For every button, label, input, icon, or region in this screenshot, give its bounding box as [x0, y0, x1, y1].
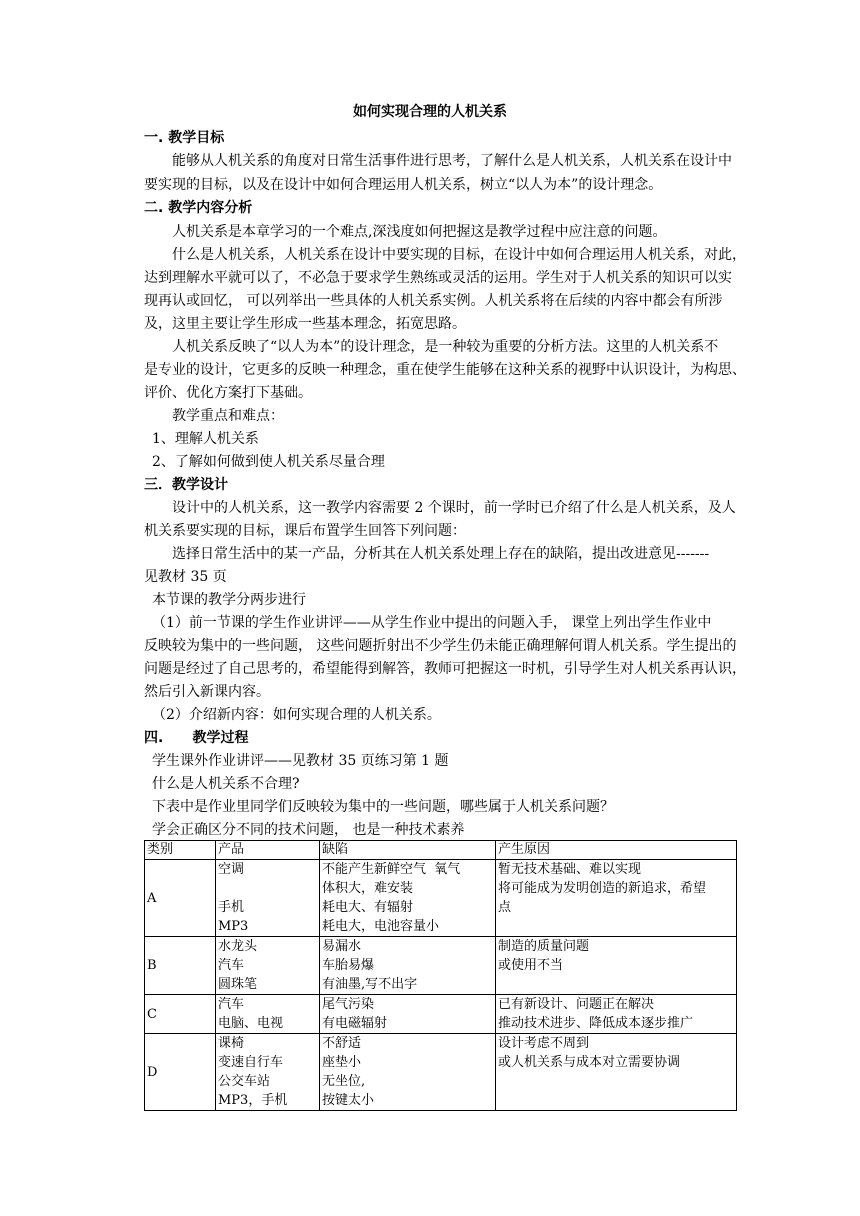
cell-line: 有油墨,写不出字 — [322, 977, 418, 992]
cell-line: 座垫小 — [322, 1055, 362, 1070]
cell-line: 手机 — [218, 900, 245, 915]
paragraph-line: 达到理解水平就可以了，不必急于要求学生熟练或灵活的运用。学生对于人机关系的知识可以实 — [144, 270, 732, 286]
causes-cell — [496, 1034, 737, 1111]
table-row — [145, 860, 737, 937]
defects-cell — [320, 860, 496, 937]
cell-line: 点 — [498, 900, 512, 915]
cell-line: 课椅 — [218, 1036, 245, 1051]
cell-line: MP3，手机 — [218, 1093, 288, 1108]
cell-line: 暂无技术基础、难以实现 — [498, 862, 642, 877]
cell-line: 耗电大、有辐射 — [322, 900, 414, 915]
products-cell — [216, 937, 320, 995]
paragraph-line: 下表中是作业里同学们反映较为集中的一些问题，哪些属于人机关系问题？ — [152, 799, 614, 815]
cell-line: 尾气污染 — [322, 997, 375, 1012]
paragraph-line: 然后引入新课内容。 — [144, 684, 270, 700]
cell-line — [218, 879, 317, 898]
paragraph-line: 人机关系是本章学习的一个难点,深浅度如何把握这是教学过程中应注意的问题。 — [172, 224, 667, 240]
cell-line: MP3 — [218, 919, 249, 934]
section-heading-objectives: 一. 教学目标 — [144, 130, 225, 146]
causes-cell — [496, 860, 737, 937]
paragraph-line: 见教材 35 页 — [144, 569, 227, 585]
category-cell: D — [145, 1034, 216, 1111]
paragraph-line: （1）前一节课的学生作业讲评——从学生作业中提出的问题入手， 课堂上列出学生作业中 — [152, 615, 712, 631]
section-heading-content-analysis: 二. 教学内容分析 — [144, 200, 253, 216]
cell-line: 汽车 — [218, 958, 245, 973]
cell-line: 汽车 — [218, 997, 245, 1012]
paragraph-line: 反映较为集中的一些问题， 这些问题折射出不少学生仍未能正确理解何谓人机关系。学生提出的 — [144, 638, 737, 654]
paragraph-line: 本节课的教学分两步进行 — [152, 592, 306, 608]
products-cell — [216, 860, 320, 937]
paragraph-line: 现再认或回忆， 可以列举出一些具体的人机关系实例。人机关系将在后续的内容中都会有所涉 — [144, 293, 723, 309]
document-title: 如何实现合理的人机关系 — [353, 104, 507, 120]
category-cell: C — [145, 995, 216, 1034]
category-cell: B — [145, 937, 216, 995]
table-header-cell: 产品 — [216, 841, 320, 860]
paragraph-line: 选择日常生活中的某一产品，分析其在人机关系处理上存在的缺陷，提出改进意见------- — [172, 546, 710, 562]
table-header-cell: 缺陷 — [320, 841, 496, 860]
paragraph-line: 要实现的目标，以及在设计中如何合理运用人机关系，树立“以人为本”的设计理念。 — [144, 177, 663, 193]
cell-line: 或人机关系与成本对立需要协调 — [498, 1055, 681, 1070]
paragraph-line: 什么是人机关系不合理? — [152, 776, 300, 792]
defects-cell — [320, 995, 496, 1034]
causes-cell — [496, 937, 737, 995]
list-item: 2、了解如何做到使人机关系尽量合理 — [152, 454, 385, 470]
paragraph-line: 教学重点和难点： — [172, 408, 284, 424]
table-header-cell: 类别 — [145, 841, 216, 860]
cell-line: 体积大，难安装 — [322, 881, 414, 896]
defects-cell — [320, 1034, 496, 1111]
paragraph-line: 问题是经过了自己思考的，希望能得到解答，教师可把握这一时机，引导学生对人机关系再认识， — [144, 661, 746, 677]
paragraph-line: 评价、优化方案打下基础。 — [144, 385, 312, 401]
paragraph-line: 能够从人机关系的角度对日常生活事件进行思考，了解什么是人机关系，人机关系在设计中 — [172, 153, 732, 169]
cell-line: 耗电大，电池容量小 — [322, 919, 440, 934]
cell-line: 不能产生新鲜空气 氧气 — [322, 862, 461, 877]
products-cell — [216, 1034, 320, 1111]
cell-line: 有电磁辐射 — [322, 1016, 388, 1031]
category-cell: A — [145, 860, 216, 937]
cell-line: 不舒适 — [322, 1036, 362, 1051]
defects-cell — [320, 937, 496, 995]
table-header-row — [145, 841, 737, 860]
cell-line: 按键太小 — [322, 1093, 375, 1108]
list-item: 1、理解人机关系 — [152, 431, 259, 447]
paragraph-line: 学会正确区分不同的技术问题， 也是一种技术素养 — [152, 822, 465, 838]
section-heading-teaching-process: 四. 教学过程 — [144, 730, 249, 746]
paragraph-line: 设计中的人机关系，这一教学内容需要 2 个课时，前一学时已介绍了什么是人机关系，及人 — [172, 500, 736, 516]
cell-line: 推动技术进步、降低成本逐步推广 — [498, 1016, 694, 1031]
causes-cell — [496, 995, 737, 1034]
cell-line: 制造的质量问题 — [498, 939, 590, 954]
cell-line: 空调 — [218, 862, 245, 877]
cell-line: 无坐位, — [322, 1074, 366, 1089]
cell-line: 设计考虑不周到 — [498, 1036, 590, 1051]
paragraph-line: 机关系要实现的目标，课后布置学生回答下列问题： — [144, 523, 466, 539]
table-row — [145, 937, 737, 995]
cell-line: 车胎易爆 — [322, 958, 375, 973]
paragraph-line: 是专业的设计，它更多的反映一种理念，重在使学生能够在这种关系的视野中认识设计，为构思、 — [144, 362, 746, 378]
table-header-cell: 产生原因 — [496, 841, 737, 860]
cell-line: 易漏水 — [322, 939, 362, 954]
paragraph-line: 人机关系反映了“以人为本”的设计理念，是一种较为重要的分析方法。这里的人机关系不 — [172, 339, 719, 355]
table-row — [145, 995, 737, 1034]
cell-line: 已有新设计、问题正在解决 — [498, 997, 655, 1012]
cell-line: 电脑、电视 — [218, 1016, 284, 1031]
cell-line: 水龙头 — [218, 939, 258, 954]
products-cell — [216, 995, 320, 1034]
paragraph-line: 学生课外作业讲评——见教材 35 页练习第 1 题 — [152, 753, 449, 769]
cell-line: 变速自行车 — [218, 1055, 284, 1070]
paragraph-line: 什么是人机关系，人机关系在设计中要实现的目标，在设计中如何合理运用人机关系，对此， — [172, 247, 746, 263]
problem-classification-table — [144, 840, 737, 1111]
cell-line: 公交车站 — [218, 1074, 271, 1089]
cell-line: 或使用不当 — [498, 958, 564, 973]
section-heading-teaching-design: 三．教学设计 — [144, 477, 228, 493]
paragraph-line: 及，这里主要让学生形成一些基本理念，拓宽思路。 — [144, 316, 466, 332]
paragraph-line: （2）介绍新内容：如何实现合理的人机关系。 — [152, 707, 441, 723]
table-row — [145, 1034, 737, 1111]
cell-line: 将可能成为发明创造的新追求，希望 — [498, 881, 707, 896]
cell-line: 圆珠笔 — [218, 977, 258, 992]
